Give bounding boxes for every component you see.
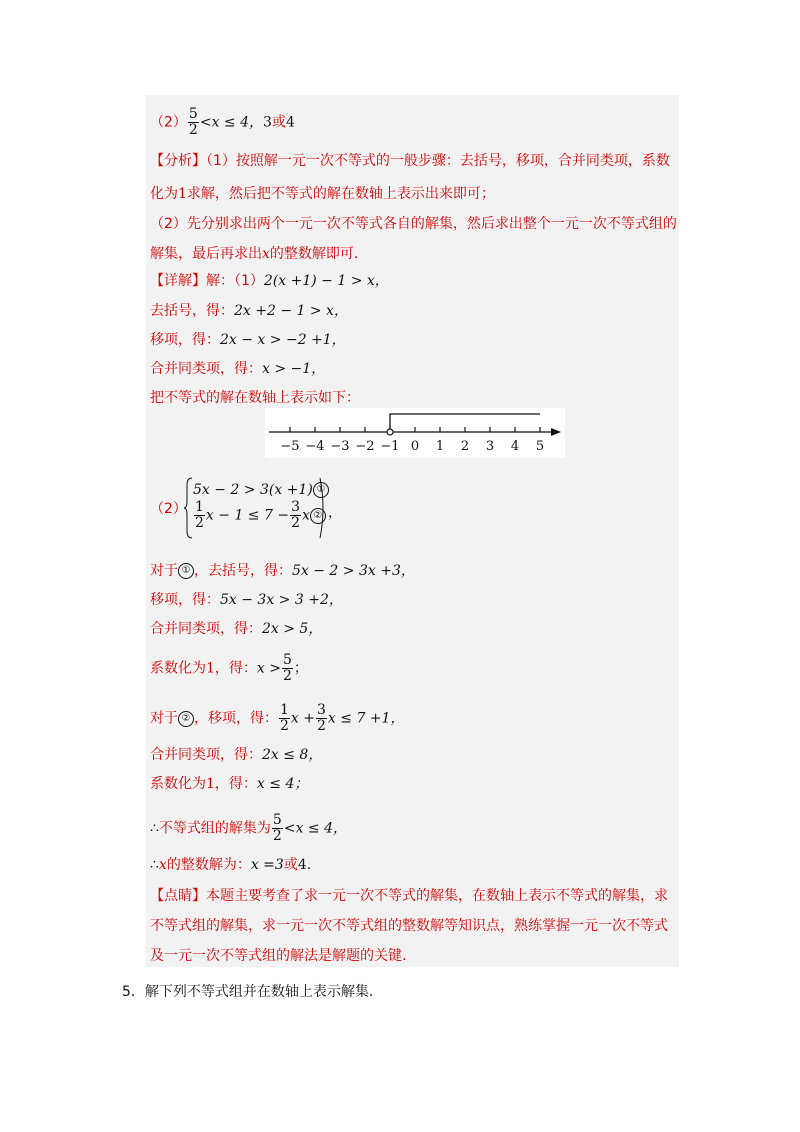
answer-value: 3 xyxy=(263,114,272,131)
comment-line-3 xyxy=(150,945,406,967)
tick-label: −3 xyxy=(330,439,350,454)
part-label: （2） xyxy=(150,114,187,131)
text: 对于 xyxy=(150,710,178,727)
therefore-symbol: ∴ xyxy=(150,820,159,837)
system-eq1 xyxy=(193,479,329,501)
fraction: $\frac{1}{2}$ xyxy=(280,702,289,734)
tick-label: 3 xyxy=(485,439,495,454)
equation: x > −1， xyxy=(262,361,326,377)
tick-label: 5 xyxy=(535,439,545,454)
variable: x xyxy=(302,507,310,524)
step-1 xyxy=(150,560,415,582)
part-label: （2） xyxy=(150,501,187,517)
tick-label: 1 xyxy=(435,439,445,454)
comment-line-1 xyxy=(150,885,668,907)
text: 合并同类项，得： xyxy=(150,621,262,637)
equation: 5x − 2 > 3x +3， xyxy=(292,563,415,579)
inequality: <x ≤ 4， xyxy=(199,114,264,131)
text: 移项，得： xyxy=(150,592,220,608)
tick-label: −1 xyxy=(380,439,400,454)
text: 去括号，得： xyxy=(150,303,234,319)
fraction: $\frac{5}{2}$ xyxy=(283,652,292,684)
comment-text: 本题主要考查了求一元一次不等式的解集，在数轴上表示不等式的解集，求 xyxy=(206,888,668,904)
circled-two: ② xyxy=(310,508,326,524)
equation: 2x > 5， xyxy=(262,621,323,637)
fraction: $\frac{1}{2}$ xyxy=(195,499,204,531)
text: 把不等式的解在数轴上表示如下： xyxy=(150,390,360,406)
detail-line-5 xyxy=(150,387,360,409)
circled-one: ① xyxy=(178,563,194,579)
equation: 2(x +1) − 1 > x， xyxy=(263,273,389,289)
detail-tag: 【详解】 xyxy=(150,273,206,289)
analysis-line-3 xyxy=(150,213,677,235)
comment-text: 不等式组的解集，求一元一次不等式组的整数解等知识点，熟练掌握一元一次不等式 xyxy=(150,918,668,934)
equation: x ≤ 4； xyxy=(256,776,309,792)
comment-tag: 【点睛】 xyxy=(150,888,206,904)
step-2 xyxy=(150,589,343,611)
fraction: $\frac{3}{2}$ xyxy=(291,499,300,531)
equation: 2x ≤ 8， xyxy=(262,747,323,763)
or-text: 或 xyxy=(283,857,298,873)
number: 1 xyxy=(206,776,215,792)
text: 的整数解为： xyxy=(166,857,251,873)
analysis-line-2 xyxy=(150,183,495,205)
therefore-symbol: ∴ xyxy=(150,857,159,873)
text: 化为 xyxy=(150,186,178,202)
detail-line-2 xyxy=(150,300,348,322)
equation: 2x +2 − 1 > x， xyxy=(234,303,348,319)
analysis-line-1 xyxy=(150,150,670,172)
text: 合并同类项，得： xyxy=(150,361,262,377)
question-5: 5．解下列不等式组并在数轴上表示解集. xyxy=(122,984,374,1000)
step-5 xyxy=(150,703,404,734)
text: 的整数解即可． xyxy=(269,246,368,262)
equation: x > xyxy=(256,660,281,677)
punctuation: ； xyxy=(293,660,308,677)
left-brace-icon xyxy=(183,477,193,539)
step-3 xyxy=(150,618,322,640)
answer-part2 xyxy=(150,107,295,138)
text: 求解，然后把不等式的解在数轴上表示出来即可； xyxy=(186,186,495,202)
text: 移项，得： xyxy=(150,332,220,348)
tick-label: 4 xyxy=(510,439,520,454)
analysis-text: （2）先分别求出两个一元一次不等式各自的解集，然后求出整个一元一次不等式组的 xyxy=(150,216,677,232)
system-tail xyxy=(328,502,342,524)
equation: <x ≤ 4， xyxy=(283,820,348,837)
analysis-tag: 【分析】 xyxy=(150,153,206,169)
step-4 xyxy=(150,653,308,684)
equation: x − 1 ≤ 7 − xyxy=(205,507,290,524)
text: 不等式组的解集为 xyxy=(158,820,271,837)
fraction: $\frac{5}{2}$ xyxy=(272,812,282,844)
tick-label: −2 xyxy=(355,439,375,454)
punctuation: ， xyxy=(328,505,342,521)
analysis-line-4 xyxy=(150,243,368,265)
text: 解集，最后再求出 xyxy=(150,246,262,262)
step-9 xyxy=(150,854,311,876)
fraction: $\frac{5}{2}$ xyxy=(188,106,198,138)
equation: 2x − x > −2 +1， xyxy=(220,332,346,348)
circled-one: ① xyxy=(313,482,329,498)
text: 系数化为 xyxy=(150,776,206,792)
text: ，移项，得： xyxy=(194,710,278,727)
equation: x ≤ 7 +1， xyxy=(327,710,405,727)
tick-label: 2 xyxy=(460,439,470,454)
right-paren-icon xyxy=(318,477,328,539)
step-6 xyxy=(150,744,322,766)
comment-line-2 xyxy=(150,915,668,937)
variable: x xyxy=(158,857,167,873)
answer-value: 4 xyxy=(285,114,295,131)
text: 对于 xyxy=(150,563,178,579)
detail-line-4 xyxy=(150,358,325,380)
equation: 5x − 2 > 3(x +1) xyxy=(193,482,313,498)
system-eq2 xyxy=(193,500,326,531)
number-line xyxy=(265,408,565,458)
or-text: 或 xyxy=(271,114,286,131)
text: ，得： xyxy=(214,776,257,792)
step-8 xyxy=(150,813,347,844)
number: 4. xyxy=(297,857,312,873)
detail-line-1 xyxy=(150,270,389,292)
text: 系数化为 xyxy=(150,660,206,677)
detail-line-3 xyxy=(150,329,346,351)
system-label xyxy=(150,498,187,520)
equation: 5x − 3x > 3 +2， xyxy=(220,592,343,608)
variable: x xyxy=(262,246,270,262)
tick-label: 0 xyxy=(410,439,420,454)
tick-label: −4 xyxy=(305,439,325,454)
circled-two: ② xyxy=(178,711,194,727)
text: ，去括号，得： xyxy=(194,563,292,579)
open-circle-point xyxy=(387,429,393,435)
equation: x =3 xyxy=(250,857,284,873)
tick-label: −5 xyxy=(280,439,300,454)
text: 解：（1） xyxy=(206,273,264,289)
analysis-text: （1）按照解一元一次不等式的一般步骤：去括号，移项，合并同类项，系数 xyxy=(206,153,670,169)
text: ，得： xyxy=(214,660,257,677)
number: 1 xyxy=(206,660,215,677)
number: 1 xyxy=(178,186,187,202)
comment-text: 及一元一次不等式组的解法是解题的关键. xyxy=(150,948,407,964)
equation: x + xyxy=(290,710,315,727)
text: 合并同类项，得： xyxy=(150,747,262,763)
step-7 xyxy=(150,773,308,795)
fraction: $\frac{3}{2}$ xyxy=(317,702,326,734)
